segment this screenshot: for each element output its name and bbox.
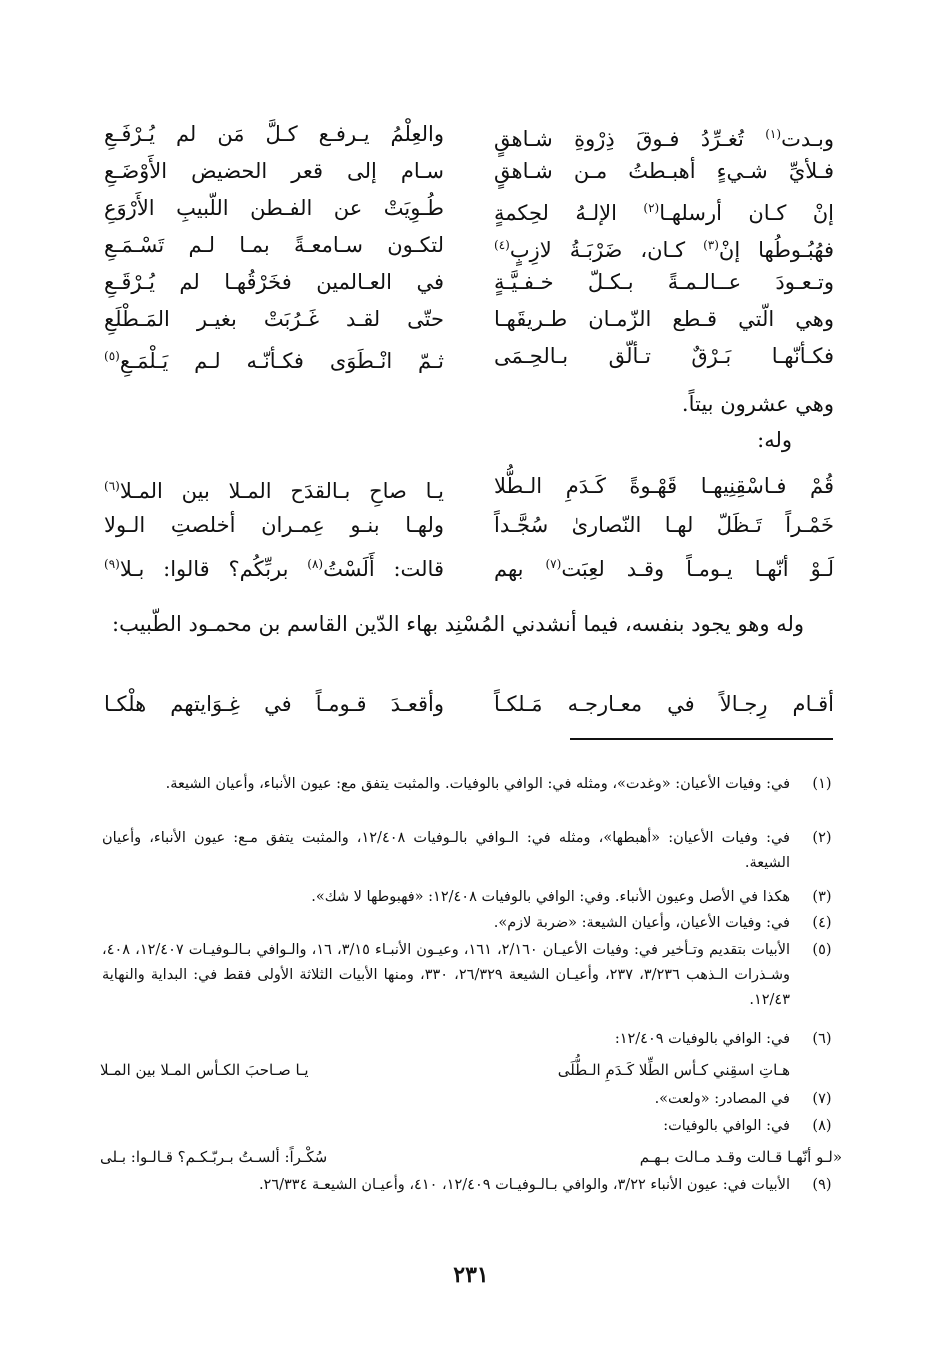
intro-paragraph: وله وهو يجود بنفسه، فيما أنشدني المُسْنِد بهاء الدّين القاسم بن محمـود الطّبيب: — [112, 612, 804, 636]
wa-lahu-heading: وله: — [757, 428, 792, 452]
footnote-marker[interactable]: (٥) — [104, 349, 120, 363]
footnote-marker[interactable]: (٩) — [104, 557, 120, 571]
footnote-5 — [102, 938, 842, 1013]
footnote-number: (٦) — [812, 1031, 832, 1047]
poem1-verse-7 — [104, 336, 834, 376]
footnote-text: في: الوافي بالوفيات ١٢/٤٠٩: — [614, 1031, 790, 1047]
footnote-number: (٥) — [812, 942, 832, 958]
footnote-1 — [102, 772, 842, 797]
footnote-text: في المصادر: «ولعت». — [654, 1091, 790, 1107]
footnote-marker[interactable]: (٢) — [643, 201, 660, 215]
footnote-6 — [102, 1027, 842, 1052]
hemistich-left: طُـوِيَتْ عن الفـطن اللّبيبِ الأَرْوَعِ — [104, 196, 444, 220]
poem1-verse-6 — [104, 299, 834, 339]
footnote-2 — [102, 826, 842, 876]
hemistich-right: أقـام رِجـالاً في معـارجـه مَـلكـاً — [494, 692, 834, 716]
footnote-text: في: الوافي بالوفيات: — [663, 1118, 790, 1134]
footnote-text: في: وفيات الأعيان، وأعيان الشيعة: «ضربة لازم». — [493, 915, 790, 931]
hemistich-right: فكـأنّهـا بَـرْقٌ تـألّق بـالحِـمَى — [494, 344, 834, 368]
hemistich-right: وهي الّتي قـطع الزّمـان طـريقَهـا — [494, 307, 834, 331]
poem1-verse-5 — [104, 262, 834, 302]
hemistich-left: والعِلْمُ يـرفـع كـلَّ مَن لم يُـرْفَـعِ — [104, 122, 444, 146]
footnote-4 — [102, 911, 842, 936]
hemistich-left: يـا صـاحبَ الكـأس المـلا بين المـلا — [100, 1061, 309, 1079]
footnote-marker[interactable]: (٨) — [307, 557, 324, 571]
hemistich-left: قالت: أَلَسْتُ$^{(٨)}$ بربِّكُم؟ قالوا: بـلا$^{(٩)}$ — [104, 557, 444, 581]
poem3-verse-1 — [104, 684, 834, 724]
poem1-verse-3 — [104, 188, 834, 228]
hemistich-right: خَمْـراً تَـظَلّ لهـا النّصارىٰ سُجَّـداً — [494, 513, 834, 537]
hemistich-right: لَـوْ أنّهـا يـومـاً وقـد لعِبَت$^{(٧)}$ بهم — [494, 557, 834, 581]
hemistich-left: ولهـا بنـو عِمـران أخلصتِ الـولا — [104, 513, 444, 537]
poem2-verse-3 — [104, 544, 834, 584]
footnote-7 — [102, 1087, 842, 1112]
hemistich-left: حتّى لقـد غَـرُبَتْ بغيـر المَـطْلَعِ — [104, 307, 444, 331]
hemistich-right: فهُبُـوطُها إنْ$^{(٣)}$ كـان، ضَرْبَـةُ لازِبٍ$^{(٤)}$ — [494, 238, 834, 262]
footnote-9 — [102, 1173, 842, 1198]
hemistich-right: وبـدت$^{(١)}$ تُغـرِّدُ فـوقَ ذِرْوةِ شـاهقٍ — [494, 127, 834, 151]
footnote-number: (٣) — [812, 889, 832, 905]
footnote-number: (١) — [812, 776, 832, 792]
hemistich-left: سـام إلى قعر الحضيض الأَوْضَـعِ — [104, 159, 444, 183]
footnote-number: (٤) — [812, 915, 832, 931]
hemistich-right: فـلأيِّ شـيءٍ أهبـطتُ مـن شـاهقٍ — [494, 159, 834, 183]
footnote-text: الأبيات في: عيون الأنباء ٣/٢٢، والوافي بـالـوفيـات ١٢/٤٠٩، ٤١٠، وأعيـان الشيعـة ٢٦/٣٣٤. — [258, 1177, 790, 1193]
hemistich-right: وتـعـودَ عــالـمـةً بـكـلّ خـفـيَّـةٍ — [494, 270, 834, 294]
hemistich-right: هـاتِ اسقِني كـأس الطِّلا كَـدَمِ الـطُّلَى — [557, 1061, 790, 1079]
footnote-marker[interactable]: (٤) — [494, 238, 510, 252]
footnote-marker[interactable]: (٣) — [703, 238, 719, 252]
poem1-count: وهي عشرون بيتاً. — [681, 392, 834, 416]
hemistich-right: إنْ كـان أرسلهـا$^{(٢)}$ الإلـهُ لحِكمةٍ — [494, 201, 834, 225]
footnote-marker[interactable]: (٦) — [104, 479, 120, 493]
footnote-number: (٩) — [812, 1177, 832, 1193]
footnote-text: هكذا في الأصل وعيون الأنباء. وفي: الوافي بالوفيات ١٢/٤٠٨: «فهبوطها لا شك». — [311, 889, 790, 905]
poem2-verse-1 — [104, 466, 834, 506]
poem1-verse-1 — [104, 114, 834, 154]
poem1-verse-4 — [104, 225, 834, 265]
hemistich-left: ثـمّ انْـطَوَى فكـأنّـه لـم يَـلْمَـعِ$^{(٥)}$ — [104, 349, 444, 373]
hemistich-left: وأقعـدَ قـومـاً في غِـوَايتهم هلْكـا — [104, 692, 444, 716]
footnote-marker[interactable]: (١) — [765, 127, 782, 141]
footnote-number: (٢) — [812, 830, 832, 846]
hemistich-left: سُكْـراً: ألسـتُ بـربّـكـم؟ قـالـوا: بـلى — [100, 1148, 328, 1166]
footnote-separator — [570, 738, 833, 740]
footnote-text: في: وفيات الأعيان: «أهبطها»، ومثله في: الـوافي بالـوفيات ١٢/٤٠٨، والمثبت يتفق مـع: عيون الأنباء، وأعيان الشيعة. — [102, 830, 790, 871]
hemistich-left: لتكـون سـامعـةً بمـا لـم تَسْـمَـعِ — [104, 233, 444, 257]
footnote-8 — [102, 1114, 842, 1139]
poem1-verse-2 — [104, 151, 834, 191]
footnote-number: (٨) — [812, 1118, 832, 1134]
page-number: ٢٣١ — [453, 1262, 489, 1288]
footnote-3 — [102, 885, 842, 910]
footnote-text: الأبيات بتقديم وتـأخير في: وفيات الأعيـان ٢/١٦٠، ١٦١، وعيـون الأنبـاء ٣/١٥، ١٦، والـوافي بـالـوفيـات ١٢/٤٠٧، ٤٠٨، وشـذرات الـذهب ٣/٢٣٦، ٢٣٧، وأعيـان الشيعة ٢٦/٣٢٩، ٣٣٠، ومنها الأبيات الثلاثة الأولى فقط في: البداية والنهاية ١٢/٤٣. — [102, 942, 791, 1008]
hemistich-left: يـا صاحِ بـالقدَح المـلا بين المـلا$^{(٦)}$ — [104, 479, 444, 503]
hemistich-left: في العـالمين فخَرْقُهـا لم يُـرْقَـعِ — [104, 270, 444, 294]
poem2-verse-2 — [104, 505, 834, 545]
footnote-text: في: وفيات الأعيان: «وغدت»، ومثله في: الوافي بالوفيات. والمثبت يتفق مع: عيون الأنباء، وأعيان الشيعة. — [165, 776, 790, 792]
footnote-number: (٧) — [812, 1091, 832, 1107]
footnote-marker[interactable]: (٧) — [545, 557, 562, 571]
hemistich-right: «لـو أنّهـا قـالت وقـد مـالت بـهـم — [639, 1148, 842, 1166]
hemistich-right: قُمْ فـاسْقِنِيهـا قَهْـوةً كَـدَمِ الـطُّلا — [494, 474, 834, 498]
